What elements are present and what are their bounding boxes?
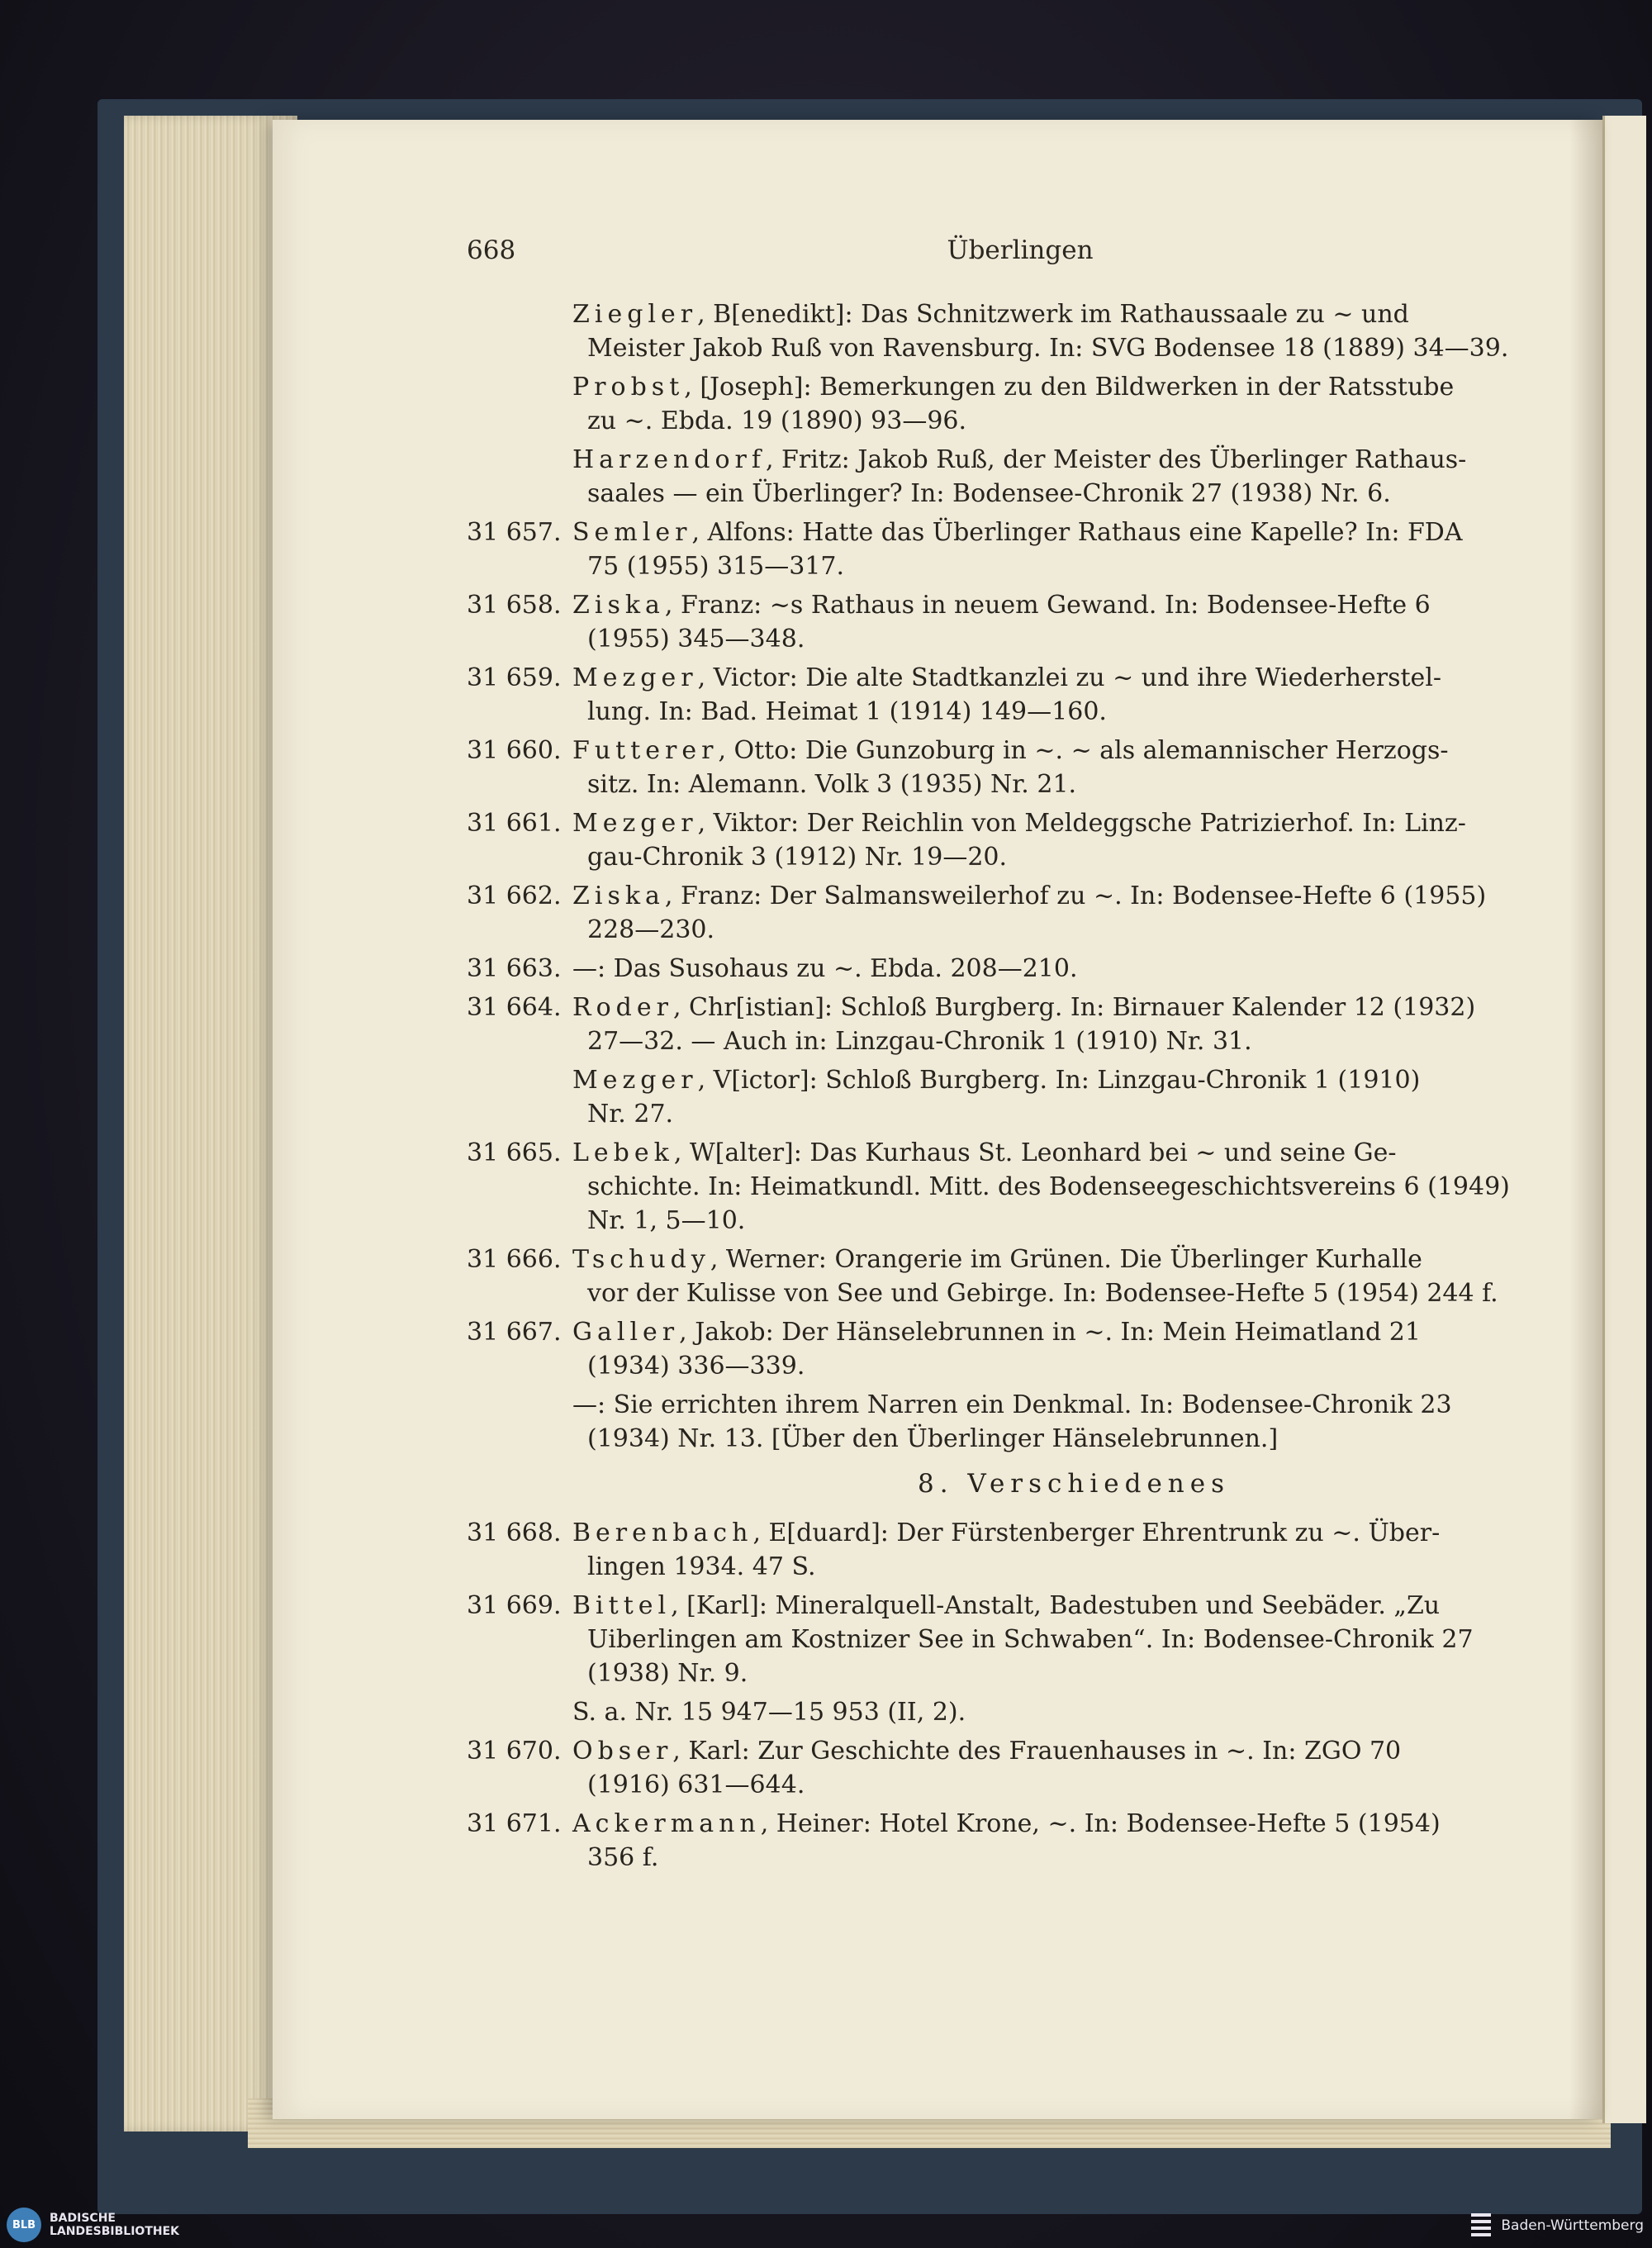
entry-text	[572, 1063, 1582, 1131]
entry-author: Mezger	[572, 1066, 698, 1095]
entry-author: Ziska	[572, 882, 665, 910]
entry-line	[572, 806, 1582, 840]
entry-number	[467, 1388, 572, 1456]
entry-number: 31 662.	[467, 882, 562, 910]
entry-text	[572, 879, 1582, 947]
blb-name-line1: BADISCHE	[50, 2212, 116, 2225]
entry-line	[572, 952, 1582, 986]
entry-line-text: , Franz: ~s Rathaus in neuem Gewand. In: Bodensee-Hefte 6	[664, 591, 1431, 620]
bib-entry	[467, 443, 1582, 511]
entry-line-text: , [Joseph]: Bemerkungen zu den Bildwerken in der Ratsstube	[684, 373, 1455, 402]
entry-line	[572, 1388, 1582, 1422]
entry-line	[572, 768, 1582, 801]
entry-line-text: —: Das Susohaus zu ~. Ebda. 208—210.	[572, 954, 1078, 983]
entry-line	[572, 840, 1582, 874]
entry-line	[572, 879, 1582, 913]
entry-line	[572, 1550, 1582, 1584]
entry-line	[572, 1136, 1582, 1170]
entry-line-text: , Victor: Die alte Stadtkanzlei zu ~ und ihre Wiederherstel-	[697, 663, 1442, 692]
entry-line	[572, 1063, 1582, 1097]
entry-text	[572, 1516, 1582, 1584]
entry-line	[572, 1768, 1582, 1802]
entry-text	[572, 734, 1582, 801]
blb-logo	[0, 2202, 254, 2248]
blb-badge-icon: BLB	[7, 2208, 41, 2242]
bib-entry	[467, 1734, 1582, 1802]
entry-line	[572, 331, 1582, 365]
entry-author: Obser	[572, 1737, 673, 1766]
entry-line-text: , Viktor: Der Reichlin von Meldeggsche Patrizierhof. In: Linz-	[697, 809, 1466, 838]
entry-text	[572, 443, 1582, 511]
entry-number	[467, 443, 572, 511]
entry-text	[572, 370, 1582, 438]
entry-number	[467, 1695, 572, 1729]
bib-entry	[467, 1589, 1582, 1690]
entry-number	[467, 297, 572, 365]
entry-line-text: , [Karl]: Mineralquell-Anstalt, Badestuben und Seebäder. „Zu	[671, 1591, 1441, 1620]
entry-number: 31 668.	[467, 1518, 562, 1547]
entry-author: Mezger	[572, 809, 698, 838]
entry-number: 31 665.	[467, 1138, 562, 1167]
entry-line-text: , Karl: Zur Geschichte des Frauenhauses in ~. In: ZGO 70	[672, 1737, 1402, 1766]
entry-line-text: sitz. In: Alemann. Volk 3 (1935) Nr. 21.	[587, 770, 1077, 799]
bibliography-list	[467, 297, 1582, 1880]
bw-logo	[1469, 2206, 1644, 2246]
entry-line	[572, 1841, 1582, 1875]
entry-line	[572, 549, 1582, 583]
entry-line	[572, 1315, 1582, 1349]
entry-author: Ackermann	[572, 1809, 761, 1838]
entry-line-text: , E[duard]: Der Fürstenberger Ehrentrunk zu ~. Über-	[752, 1518, 1441, 1547]
entry-author: Ziegler	[572, 300, 698, 329]
entry-line-text: (1938) Nr. 9.	[587, 1659, 748, 1688]
entry-line-text: Nr. 1, 5—10.	[587, 1206, 746, 1235]
running-head	[273, 235, 1602, 277]
entry-line-text: , Franz: Der Salmansweilerhof zu ~. In: Bodensee-Hefte 6 (1955)	[664, 882, 1487, 910]
entry-number	[467, 370, 572, 438]
entry-line-text: , W[alter]: Das Kurhaus St. Leonhard bei ~ und seine Ge-	[673, 1138, 1397, 1167]
entry-line	[572, 1623, 1582, 1656]
section-heading: 8. Verschiedenes	[917, 1469, 1231, 1499]
entry-line-text: vor der Kulisse von See und Gebirge. In: Bodensee-Hefte 5 (1954) 244 f.	[587, 1279, 1498, 1308]
entry-line	[572, 1589, 1582, 1623]
entry-line	[572, 443, 1582, 477]
facing-page-edge	[1602, 116, 1646, 2123]
bib-entry	[467, 1388, 1582, 1456]
entry-line-text: 27—32. — Auch in: Linzgau-Chronik 1 (1910) Nr. 31.	[587, 1027, 1252, 1056]
bib-entry	[467, 297, 1582, 365]
entry-line-text: Meister Jakob Ruß von Ravensburg. In: SVG Bodensee 18 (1889) 34—39.	[587, 334, 1509, 363]
entry-text	[572, 1589, 1582, 1690]
bw-label: Baden-Württemberg	[1501, 2217, 1644, 2234]
bib-entry	[467, 952, 1582, 986]
bib-entry	[467, 1136, 1582, 1238]
entry-line-text: zu ~. Ebda. 19 (1890) 93—96.	[587, 406, 967, 435]
entry-number	[467, 1063, 572, 1131]
page-number: 668	[467, 235, 516, 265]
entry-author: Bittel	[572, 1591, 672, 1620]
entry-author: Tschudy	[572, 1245, 710, 1274]
entry-line	[572, 297, 1582, 331]
entry-text	[572, 661, 1582, 729]
entry-number: 31 664.	[467, 993, 562, 1022]
entry-number: 31 660.	[467, 736, 562, 765]
entry-number: 31 669.	[467, 1591, 562, 1620]
entry-line	[572, 1243, 1582, 1276]
entry-line-text: saales — ein Überlinger? In: Bodensee-Chronik 27 (1938) Nr. 6.	[587, 479, 1391, 508]
entry-text	[572, 991, 1582, 1058]
entry-author: Semler	[572, 518, 692, 547]
bib-entry	[467, 1063, 1582, 1131]
entry-line-text: , V[ictor]: Schloß Burgberg. In: Linzgau-Chronik 1 (1910)	[697, 1066, 1421, 1095]
entry-text	[572, 952, 1582, 986]
entry-author: Harzendorf	[572, 445, 766, 474]
entry-text	[572, 1388, 1582, 1456]
entry-text	[572, 1695, 1582, 1729]
entry-line-text: (1916) 631—644.	[587, 1770, 805, 1799]
entry-line	[572, 1097, 1582, 1131]
bib-entry	[467, 734, 1582, 801]
entry-number: 31 657.	[467, 518, 562, 547]
entry-line	[572, 1170, 1582, 1204]
entry-number: 31 658.	[467, 591, 562, 620]
entry-author: Berenbach	[572, 1518, 753, 1547]
entry-line-text: lung. In: Bad. Heimat 1 (1914) 149—160.	[587, 697, 1107, 726]
bib-entry	[467, 516, 1582, 583]
entry-line	[572, 734, 1582, 768]
entry-line	[572, 913, 1582, 947]
entry-line	[572, 1516, 1582, 1550]
blb-name-line2: LANDESBIBLIOTHEK	[50, 2225, 180, 2238]
bib-entry	[467, 1807, 1582, 1875]
bib-entry	[467, 879, 1582, 947]
entry-line-text: 75 (1955) 315—317.	[587, 552, 845, 581]
entry-line	[572, 1276, 1582, 1310]
bw-lions-icon	[1469, 2210, 1493, 2241]
entry-text	[572, 1315, 1582, 1383]
entry-line-text: S. a. Nr. 15 947—15 953 (II, 2).	[572, 1698, 966, 1727]
entry-author: Lebek	[572, 1138, 674, 1167]
entry-line-text: , Alfons: Hatte das Überlinger Rathaus eine Kapelle? In: FDA	[691, 518, 1463, 547]
entry-line-text: Uiberlingen am Kostnizer See in Schwaben“. In: Bodensee-Chronik 27	[587, 1625, 1474, 1654]
entry-text	[572, 806, 1582, 874]
bib-entry	[467, 1243, 1582, 1310]
entry-line	[572, 1734, 1582, 1768]
entry-text	[572, 1243, 1582, 1310]
entry-line-text: (1934) 336—339.	[587, 1352, 805, 1381]
entry-number: 31 659.	[467, 663, 562, 692]
blb-name	[50, 2212, 179, 2238]
entry-line	[572, 1349, 1582, 1383]
entry-line	[572, 477, 1582, 511]
entry-line-text: —: Sie errichten ihrem Narren ein Denkmal. In: Bodensee-Chronik 23	[572, 1390, 1452, 1419]
entry-line	[572, 370, 1582, 404]
entry-text	[572, 1734, 1582, 1802]
entry-number: 31 670.	[467, 1737, 562, 1766]
entry-number: 31 666.	[467, 1245, 562, 1274]
page-edges	[124, 116, 297, 2132]
entry-number: 31 663.	[467, 954, 562, 983]
entry-line-text: , Heiner: Hotel Krone, ~. In: Bodensee-Hefte 5 (1954)	[760, 1809, 1441, 1838]
entry-number: 31 661.	[467, 809, 562, 838]
entry-text	[572, 297, 1582, 365]
bib-entry	[467, 588, 1582, 656]
entry-line-text: , B[enedikt]: Das Schnitzwerk im Rathaussaale zu ~ und	[697, 300, 1409, 329]
entry-line-text: 356 f.	[587, 1843, 659, 1872]
entry-author: Ziska	[572, 591, 665, 620]
entry-author: Roder	[572, 993, 673, 1022]
entry-author: Mezger	[572, 663, 698, 692]
entry-text	[572, 516, 1582, 583]
bib-entry	[467, 1516, 1582, 1584]
entry-line-text: , Werner: Orangerie im Grünen. Die Überlinger Kurhalle	[710, 1245, 1422, 1274]
entry-line-text: , Otto: Die Gunzoburg in ~. ~ als alemannischer Herzogs-	[718, 736, 1449, 765]
entry-line-text: (1934) Nr. 13. [Über den Überlinger Hänselebrunnen.]	[587, 1424, 1279, 1453]
entry-line	[572, 1695, 1582, 1729]
entry-line-text: (1955) 345—348.	[587, 625, 805, 653]
bib-entry	[467, 661, 1582, 729]
entry-line	[572, 1656, 1582, 1690]
entry-line	[572, 516, 1582, 549]
entry-line-text: schichte. In: Heimatkundl. Mitt. des Bodenseegeschichtsvereins 6 (1949)	[587, 1172, 1510, 1201]
bib-entry	[467, 1695, 1582, 1729]
bib-entry	[467, 806, 1582, 874]
entry-line-text: Nr. 27.	[587, 1100, 674, 1129]
entry-line-text: 228—230.	[587, 915, 715, 944]
entry-line-text: , Chr[istian]: Schloß Burgberg. In: Birnauer Kalender 12 (1932)	[672, 993, 1476, 1022]
entry-text	[572, 1807, 1582, 1875]
entry-line	[572, 1807, 1582, 1841]
entry-author: Futterer	[572, 736, 719, 765]
entry-line-text: , Jakob: Der Hänselebrunnen in ~. In: Mein Heimatland 21	[679, 1318, 1421, 1347]
running-title: Überlingen	[947, 235, 1094, 265]
entry-text	[572, 588, 1582, 656]
entry-line-text: , Fritz: Jakob Ruß, der Meister des Überlinger Rathaus-	[765, 445, 1467, 474]
entry-line	[572, 661, 1582, 695]
entry-author: Galler	[572, 1318, 680, 1347]
entry-line	[572, 622, 1582, 656]
entry-line	[572, 588, 1582, 622]
entry-line	[572, 404, 1582, 438]
entry-number: 31 671.	[467, 1809, 562, 1838]
entry-line-text: gau-Chronik 3 (1912) Nr. 19—20.	[587, 843, 1008, 872]
entry-line	[572, 1024, 1582, 1058]
entry-text	[572, 1136, 1582, 1238]
bib-entry	[467, 370, 1582, 438]
entry-line	[572, 991, 1582, 1024]
book-page	[273, 120, 1602, 2119]
entry-line	[572, 695, 1582, 729]
bib-entry	[467, 1315, 1582, 1383]
entry-line	[572, 1204, 1582, 1238]
entry-line	[572, 1422, 1582, 1456]
bib-entry	[467, 991, 1582, 1058]
entry-number: 31 667.	[467, 1318, 562, 1347]
entry-author: Probst	[572, 373, 685, 402]
entry-line-text: lingen 1934. 47 S.	[587, 1552, 816, 1581]
